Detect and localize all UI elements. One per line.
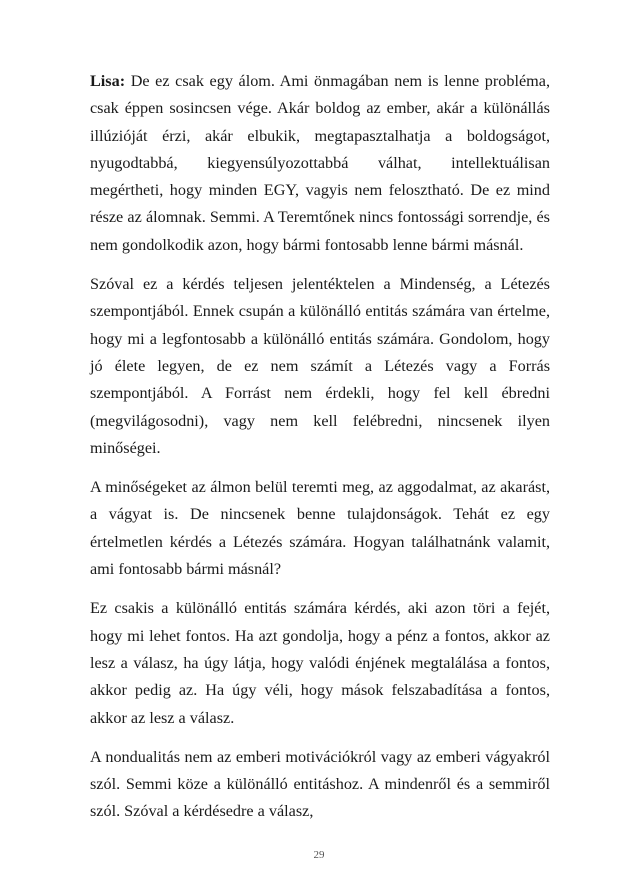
page-body: [90, 68, 550, 838]
speaker-label: Lisa:: [90, 72, 126, 90]
paragraph-5: A nondualitás nem az emberi motivációkról vagy az emberi vágyakról szól. Semmi köze a különálló entitáshoz. A mindenről és a semmiről szól. Szóval a kérdésedre a válasz,: [90, 747, 550, 821]
page-number: 29: [313, 849, 325, 861]
paragraph-1: [90, 68, 550, 259]
paragraph-text: De ez csak egy álom. Ami önmagában nem is lenne probléma, csak éppen sosincsen vége. Akár boldog az ember, akár a különállás illúzióját érzi, akár elbukik, megtapasztalhatja a boldogságot, nyugodtabbá, kiegyensúlyozottabbá válhat, intellektuálisan megértheti, hogy minden EGY, vagyis nem felosztható. De ez mind része az álomnak. Semmi. A Teremtőnek nincs fontossági sorrendje, és nem gondolkodik azon, hogy bármi fontosabb lenne bármi másnál.: [90, 72, 550, 254]
paragraph-4: Ez csakis a különálló entitás számára kérdés, aki azon töri a fejét, hogy mi lehet fontos. Ha azt gondolja, hogy a pénz a fontos, akkor az lesz a válasz, ha úgy látja, hogy valódi énjének megtalálása a fontos, akkor pedig az. Ha úgy véli, hogy mások felszabadítása a fontos, akkor az lesz a válasz.: [90, 599, 550, 727]
paragraph-2: Szóval ez a kérdés teljesen jelentéktelen a Mindenség, a Létezés szempontjából. Ennek csupán a különálló entitás számára van értelme, hogy mi a legfontosabb a különálló entitás számára. Gondolom, hogy jó élete legyen, de ez nem számít a Létezés vagy a Forrás szempontjából. A Forrást nem érdekli, hogy fel kell ébredni (megvilágosodni), vagy nem kell felébredni, nincsenek ilyen minőségei.: [90, 275, 550, 457]
paragraph-3: A minőségeket az álmon belül teremti meg, az aggodalmat, az akarást, a vágyat is. De nincsenek benne tulajdonságok. Tehát ez egy értelmetlen kérdés a Létezés számára. Hogyan találhatnánk valamit, ami fontosabb bármi másnál?: [90, 478, 550, 579]
